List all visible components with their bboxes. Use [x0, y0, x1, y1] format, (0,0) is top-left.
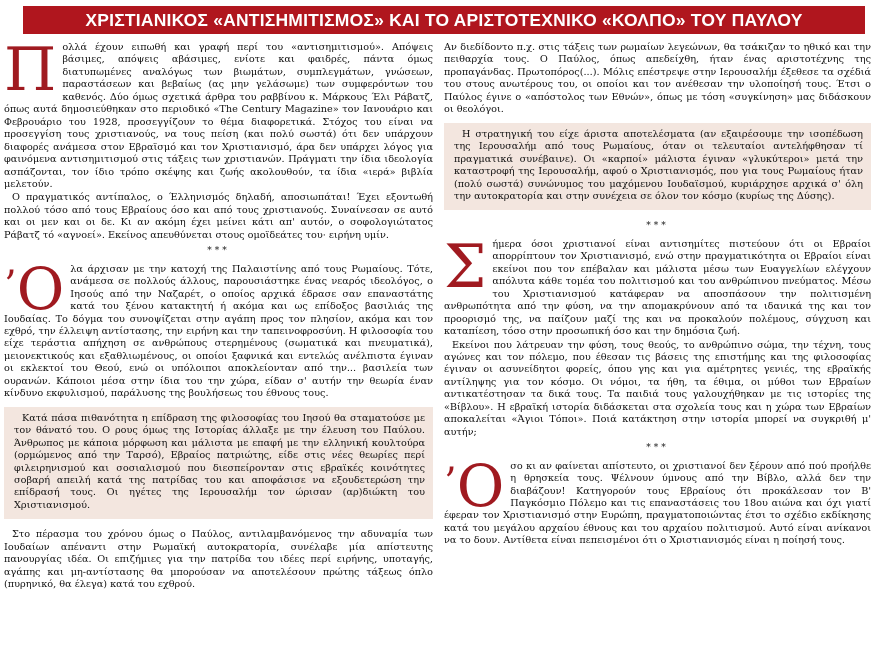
drop-cap: [4, 254, 65, 323]
drop-cap: Σ: [444, 231, 487, 302]
section-separator: ***: [646, 443, 669, 454]
paragraph: [444, 451, 871, 548]
drop-cap-letter: Ο: [456, 451, 505, 520]
right-column: [444, 42, 871, 654]
section-separator: ***: [646, 221, 669, 232]
highlight-text: Η στρατηγική του είχε άριστα αποτελέσματα (αν εξαιρέσουμε την ισοπέδωση της Ιερουσαλήμ από τους Ρωμαίους, όταν οι τελευταίοι αντελήφθησαν τί πραγματικά συνέβαινε). Οι «καρποί» μάλιστα έγιναν «γλυκύτεροι» μετά την καταστροφή της Ιερουσαλήμ, αφού ο Χριστιανισμός, που για τους Ρωμαίους ήταν (πολύ σωστά) συνώνυμος του μαχόμενου Ιουδαϊσμού, κυριάρχησε αρχικά σ' όλη την αυτοκρατορία και στην συνέχεια σε όλον τον κόσμο (κυρίως της Δύσης).: [454, 128, 863, 202]
drop-cap-accent: ’: [444, 459, 457, 506]
drop-cap-letter: Ο: [16, 254, 65, 323]
paragraph: Στο πέρασμα του χρόνου όμως ο Παύλος, αντιλαμβανόμενος την αδυναμία των Ιουδαίων απέναντι στην Ρωμαϊκή αυτοκρατορία, συνέλαβε μία απίστευτης πανουργίας ιδέα. Οι επιζήμιες για την πατρίδα του ιδέες περί ειρήνης, υποταγής, αγάπης και μη-αντίστασης θα μπορούσαν να αποτελέσουν πρώτης τάξεως όπλο (πυρηνικό, θα έλεγα) κατά του εχθρού.: [4, 529, 433, 591]
paragraph-text: ολλά έχουν ειπωθή και γραφή περί του «αντισημιτισμού». Απόψεις βάσιμες, απόψεις αβάσιμες, ενίοτε και φαιδρές, πάντα όμως διατυπωμένες αναλόγως των βιωμάτων, συμπλεγμάτων, γνώσεων, παραστάσεων και βεβαίως (ας μην γελάσωμε) των συμφερόντων του καθενός. Δύο όμως σχετικά άρθρα του ραββίνου κ. Μάρκους Έλι Ράβατζ, όπως αυτά δημοσιεύθηκαν στο περιοδικό «The Century Magazine» τον Ιανουάριο και Φεβρουάριο του 1928, προσεγγίζουν το θέμα διαφορετικά. Στόχος του είναι να προσεγγίση τους χριστιανούς, να τους πείση (και πολύ σωστά) ότι δεν υπάρχουν διαφορές ανάμεσα στον Εβραϊσμό και τον Χριστιανισμό, άρα δεν υπάρχει λόγος για φαινόμενα αντισημιτισμού στις τάξεις των χριστιανών. Πράγματι την ίδια ιδεολογία ασπάζονται, τον ίδιο τρόπο σκέψης και ζωής ακολουθούν, τα ίδια «ιερά» βιβλία μελετούν.: [4, 42, 433, 190]
article-title: ΧΡΙΣΤΙΑΝΙΚΟΣ «ΑΝΤΙΣΗΜΙΤΙΣΜΟΣ» ΚΑΙ ΤΟ ΑΡΙΣΤΟΤΕΧΝΙΚΟ «ΚΟΛΠΟ» ΤΟΥ ΠΑΥΛΟΥ: [23, 6, 865, 34]
paragraph: [444, 231, 871, 339]
paragraph: Αν διεδίδοντο π.χ. στις τάξεις των ρωμαίων λεγεώνων, θα τσάκιζαν το ηθικό και την πειθαρχία τους. Ο Παύλος, όπως απεδείχθη, ήταν ένας αριστοτέχνης της προπαγάνδας. Πρωτοπόρος(...). Μόλις επέστρεψε στην Ιερουσαλήμ έξεθεσε τα σχέδιά του στους ανωτέρους του, οι οποίοι και τον ανέθεσαν την υλοποίησή τους. Έτσι ο Παύλος έγινε ο «απόστολος των Εθνών», όπως με τόση «συγκίνηση» μας διδάσκουν οι θεολόγοι.: [444, 42, 871, 116]
paragraph: Εκείνοι που λάτρευαν την φύση, τους θεούς, το ανθρώπινο σώμα, την τέχνη, τους αγώνες και τον πόλεμο, που έθεσαν τις βάσεις της επιστήμης και της φιλοσοφίας έγιναν οι ασυνείδητοι φορείς, όπου γης και για αμέτρητες γενιές, της εβραϊκής αντίληψης για τον κόσμο. Οι νόμοι, τα ήθη, τα έθιμα, οι μύθοι των Εβραίων αντικατέστησαν τα δικά τους. Τα παιδιά τους γαλουχήθηκαν με τις ιστορίες της «Βίβλου». Η εβραϊκή ιστορία διδάσκεται στα σχολεία τους και η χώρα των Εβραίων αποκαλείται «Άγιοι Τόποι». Ποιά κατάκτηση στην ιστορία μπορεί να συγκριθή μ' αυτήν;: [444, 339, 871, 438]
drop-cap: [444, 451, 505, 520]
section-separator: ***: [207, 246, 230, 257]
highlight-text: Κατά πάσα πιθανότητα η επίδραση της φιλοσοφίας του Ιησού θα σταματούσε με τον θάνατό του. Ο ρους όμως της Ιστορίας άλλαξε με την έλευση του Παύλου. Άνθρωπος με κάποια μόρφωση και μάλιστα με επαφή με την ελληνική κουλτούρα (ορμώμενος από την Ταρσό), Εβραίος πατριώτης, είδε στις νέες θεωρίες περί φιλειρηνισμού και σοσιαλισμού που διεσπείρονταν στις εβραϊκές κοινότητες σοβαρή απειλή κατά της πατρίδας του και αποφάσισε να εξουδετερώση την επίδρασή τους. Οι ηγέτες της Ιερουσαλήμ τον ώρισαν (αρ)διώκτη του Χριστιανισμού.: [14, 412, 425, 511]
left-column: [4, 42, 433, 654]
paragraph-text: ήμερα όσοι χριστιανοί είναι αντισημίτες πιστεύουν ότι οι Εβραίοι απορρίπτουν τον Χριστιανισμό, ενώ στην πραγματικότητα οι Εβραίοι είναι εκείνοι που τον επέβαλαν και μάλιστα μέσω των Ευαγγελίων ελέγχουν απόλυτα κάθε τομέα του πολιτισμού και του ανθρώπινου πνεύματος. Μέσω του Χριστιανισμού κατάφεραν να αποσπάσουν την πολιτισμένη ανθρωπότητα από την φύση, να την απομακρύνουν από τα ιδανικά της και τον προορισμό της, να παίζουν μαζί της και να προκαλούν πολέμους, σύγχυση και καταπίεση, τόσο στην προσωπική όσο και την δημόσια ζωή.: [444, 238, 871, 338]
paragraph: [4, 254, 433, 401]
highlight-box: [4, 407, 433, 520]
paragraph: [4, 42, 433, 191]
paragraph: Ο πραγματικός αντίπαλος, ο Έλληνισμός δηλαδή, αποσιωπάται! Έχει εξοντωθή πολλού τόσο από τους Εβραίους όσο και από τους χριστιανούς. Συναίνεσαν σε αυτό και οι μεν και οι δε. Κι αν ακόμη έχει μείνει κάτι απ' αυτόν, ο σοφολογιώτατος Ράβατζ τό «αγνοεί». Εκείνος απευθύνεται στους ομοϊδεάτες του· ειρήνη υμίν.: [4, 192, 433, 241]
highlight-box: [444, 123, 871, 211]
drop-cap-accent: ’: [4, 262, 17, 309]
paragraph-text: σο κι αν φαίνεται απίστευτο, οι χριστιανοί δεν ξέρουν από πού προήλθε η θρησκεία τους. Ψέλνουν ύμνους από την Βίβλο, αλλά δεν την διαβάζουν! Κατηγορούν τους Εβραίους ότι προκάλεσαν τον Β' Παγκόσμιο Πόλεμο και τις επαναστάσεις του 18ου αιώνα και όχι γιατί έφεραν τον Χριστιανισμό στην Ευρώπη, πραγματοποιώντας έτσι το σχέδιο εκδίκησης κατά του μεγάλου αρχαίου έθνους και του αρχαίου πολιτισμού. Αυτό είναι ανίκανοι να το δουν. Αντίθετα είναι πεπεισμένοι ότι ο Χριστιανισμός είναι η ποίησή τους.: [444, 460, 871, 547]
paragraph-text: λα άρχισαν με την κατοχή της Παλαιστίνης από τους Ρωμαίους. Τότε, ανάμεσα σε πολλούς άλλους, παρουσιάστηκε ένας νεαρός ιδεολόγος, ο Ιησούς από την Ναζαρέτ, ο οποίος αρχικά έδρασε σαν επαναστάτης κατά του ξένου κατακτητή ή ακόμα και ως επίδοξος βασιλιάς της Ιουδαίας. Το δόγμα του συνοψίζεται στην αγάπη προς τον πλησίον, ακόμα και τον εχθρό, την έλλειψη αντίστασης, την ειρήνη και την ταπεινοφροσύνη. Η φιλοσοφία του είχε τεράστια απήχηση σε ανθρώπους στερημένους (σωματικά και πνευματικά), μειονεκτικούς και εξαθλιωμένους, οι οποίοι ξαφνικά και εντελώς ανέλπιστα έγιναν οι εκλεκτοί του Θεού, ενώ οι υπόλοιποι αποκλείονταν από την... βασιλεία των ουρανών. Κάποιοι μέσα στην ίδια του την χώρα, είδαν σ' αυτήν την θεωρία έναν κίνδυνο εκφυλισμού, παράλυσης της βουλήσεως του έθνους τους.: [4, 263, 433, 400]
drop-cap: Π: [4, 42, 57, 105]
